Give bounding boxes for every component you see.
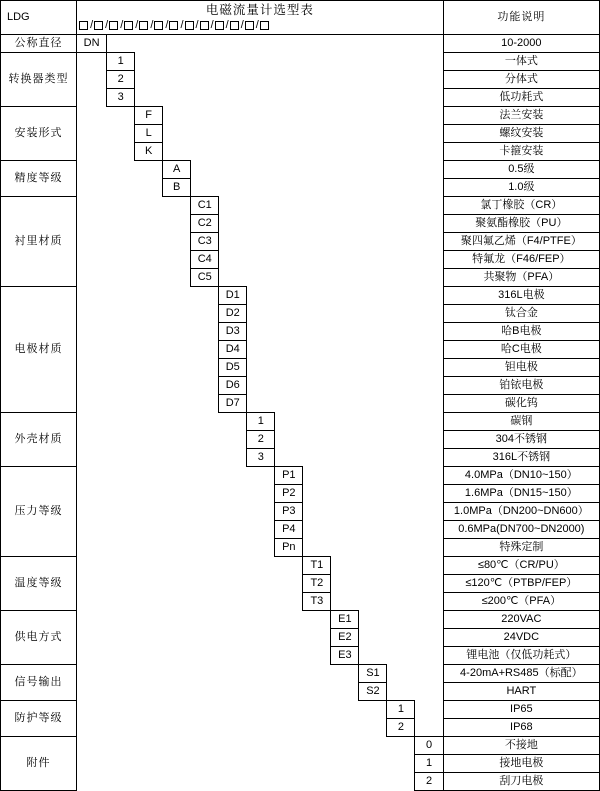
spacer-right: [247, 305, 443, 323]
code-cell: DN: [77, 35, 107, 53]
table-row: [1, 251, 600, 269]
desc-cell: 一体式: [443, 53, 599, 71]
spacer-left: [77, 557, 303, 575]
table-row: [1, 467, 600, 485]
spacer-right: [303, 485, 443, 503]
code-cell: C2: [191, 215, 219, 233]
code-cell: 2: [247, 431, 275, 449]
code-cell: 3: [247, 449, 275, 467]
spacer-left: [77, 341, 219, 359]
row-label-10: 信号输出: [1, 665, 77, 701]
code-slot[interactable]: /: [255, 19, 269, 32]
spacer-left: [77, 251, 191, 269]
table-row: [1, 269, 600, 287]
spacer-left: [77, 539, 275, 557]
spacer-left: [77, 269, 191, 287]
row-label-2: 安装形式: [1, 107, 77, 161]
desc-cell: 低功耗式: [443, 89, 599, 107]
code-slot[interactable]: /: [134, 19, 148, 32]
spacer-right: [303, 467, 443, 485]
spacer-left: [77, 197, 191, 215]
spacer-left: [77, 89, 107, 107]
spacer-left: [77, 737, 415, 755]
desc-cell: 特殊定制: [443, 539, 599, 557]
code-cell: 3: [107, 89, 135, 107]
code-cell: 2: [387, 719, 415, 737]
code-cell: 1: [247, 413, 275, 431]
desc-cell: ≤120℃（PTBP/FEP）: [443, 575, 599, 593]
code-cell: C1: [191, 197, 219, 215]
desc-cell: 共聚物（PFA）: [443, 269, 599, 287]
spacer-left: [77, 665, 359, 683]
table-row: [1, 575, 600, 593]
code-cell: Pn: [275, 539, 303, 557]
model-code-boxes: [77, 1, 444, 35]
desc-cell: 1.6MPa（DN15~150）: [443, 485, 599, 503]
desc-cell: 1.0级: [443, 179, 599, 197]
code-cell: D5: [219, 359, 247, 377]
row-label-4: 衬里材质: [1, 197, 77, 287]
table-row: [1, 107, 600, 125]
spacer-right: [247, 341, 443, 359]
code-cell: K: [135, 143, 163, 161]
code-cell: 2: [107, 71, 135, 89]
spacer-right: [303, 503, 443, 521]
code-cell: C3: [191, 233, 219, 251]
spacer-left: [77, 395, 219, 413]
spacer-right: [163, 143, 443, 161]
spacer-right: [303, 521, 443, 539]
desc-cell: 1.0MPa（DN200~DN600）: [443, 503, 599, 521]
table-row: [1, 521, 600, 539]
code-cell: D3: [219, 323, 247, 341]
code-cell: P4: [275, 521, 303, 539]
table-row: [1, 377, 600, 395]
desc-cell: 刮刀电极: [443, 773, 599, 791]
desc-cell: IP68: [443, 719, 599, 737]
desc-cell: 锂电池（仅低功耗式）: [443, 647, 599, 665]
table-row: [1, 413, 600, 431]
spacer-right: [163, 107, 443, 125]
spacer-left: [77, 485, 275, 503]
table-row: [1, 539, 600, 557]
spacer-right: [219, 215, 443, 233]
spacer-left: [77, 755, 415, 773]
table-row: [1, 629, 600, 647]
spacer-left: [77, 773, 415, 791]
code-cell: S2: [359, 683, 387, 701]
spacer-right: [219, 269, 443, 287]
spacer-right: [359, 629, 443, 647]
spacer-left: [77, 431, 247, 449]
table-row: [1, 341, 600, 359]
table-row: [1, 233, 600, 251]
spacer-right: [359, 647, 443, 665]
desc-cell: 聚氨酯橡胶（PU）: [443, 215, 599, 233]
table-row: [1, 647, 600, 665]
spacer-right: [135, 89, 444, 107]
table-row: [1, 179, 600, 197]
code-cell: D2: [219, 305, 247, 323]
table-row: [1, 143, 600, 161]
table-row: [1, 323, 600, 341]
spacer-right: [135, 71, 444, 89]
spacer-left: [77, 53, 107, 71]
spacer-left: [77, 377, 219, 395]
spacer-left: [77, 647, 331, 665]
code-slot[interactable]: /: [195, 19, 209, 32]
spacer-right: [275, 413, 443, 431]
code-cell: E2: [331, 629, 359, 647]
spacer-left: [77, 503, 275, 521]
desc-cell: 10-2000: [443, 35, 599, 53]
spacer-right: [415, 719, 443, 737]
table-row: [1, 395, 600, 413]
desc-cell: HART: [443, 683, 599, 701]
code-slot[interactable]: /: [119, 19, 133, 32]
spacer-right: [219, 197, 443, 215]
table-title: 电磁流量计选型表: [205, 3, 314, 17]
desc-cell: 钛合金: [443, 305, 599, 323]
desc-cell: 氯丁橡胶（CR）: [443, 197, 599, 215]
table-row: [1, 215, 600, 233]
table-row: [1, 359, 600, 377]
table-row: [1, 737, 600, 755]
code-slot[interactable]: /: [89, 19, 103, 32]
spacer-left: [77, 125, 135, 143]
spacer-left: [77, 179, 163, 197]
code-cell: D7: [219, 395, 247, 413]
spacer-left: [77, 323, 219, 341]
code-cell: B: [163, 179, 191, 197]
spacer-right: [247, 323, 443, 341]
code-cell: C5: [191, 269, 219, 287]
desc-cell: ≤80℃（CR/PU）: [443, 557, 599, 575]
code-cell: L: [135, 125, 163, 143]
spacer-left: [77, 71, 107, 89]
spacer-left: [77, 521, 275, 539]
spacer-right: [191, 161, 443, 179]
code-cell: D4: [219, 341, 247, 359]
table-row: [1, 773, 600, 791]
code-cell: T2: [303, 575, 331, 593]
spacer-right: [331, 557, 443, 575]
table-row: [1, 305, 600, 323]
spacer-left: [77, 575, 303, 593]
code-cell: F: [135, 107, 163, 125]
row-label-5: 电极材质: [1, 287, 77, 413]
desc-cell: 316L电极: [443, 287, 599, 305]
code-cell: D6: [219, 377, 247, 395]
spacer-right: [135, 53, 444, 71]
spacer-right: [387, 683, 443, 701]
desc-cell: 分体式: [443, 71, 599, 89]
row-label-1: 转换器类型: [1, 53, 77, 107]
table-row: [1, 89, 600, 107]
model-prefix: LDG: [1, 1, 77, 35]
code-slot[interactable]: /: [240, 19, 254, 32]
spacer-right: [107, 35, 444, 53]
table-row: [1, 719, 600, 737]
table-row: [1, 287, 600, 305]
desc-cell: 0.5级: [443, 161, 599, 179]
spacer-right: [359, 611, 443, 629]
code-cell: P1: [275, 467, 303, 485]
desc-cell: 碳化钨: [443, 395, 599, 413]
spacer-left: [77, 161, 163, 179]
desc-cell: 聚四氟乙烯（F4/PTFE）: [443, 233, 599, 251]
table-row: [1, 593, 600, 611]
desc-cell: 螺纹安装: [443, 125, 599, 143]
table-row: [1, 485, 600, 503]
table-row: [1, 71, 600, 89]
row-label-0: 公称直径: [1, 35, 77, 53]
code-cell: P2: [275, 485, 303, 503]
code-slot[interactable]: /: [164, 19, 178, 32]
spacer-left: [77, 287, 219, 305]
table-row: [1, 125, 600, 143]
row-label-12: 附件: [1, 737, 77, 791]
code-cell: 1: [107, 53, 135, 71]
code-slot[interactable]: /: [104, 19, 118, 32]
spacer-right: [247, 395, 443, 413]
spacer-left: [77, 593, 303, 611]
code-cell: T1: [303, 557, 331, 575]
table-row: [1, 755, 600, 773]
spacer-right: [247, 377, 443, 395]
table-row: [1, 683, 600, 701]
desc-cell: 4.0MPa（DN10~150）: [443, 467, 599, 485]
spacer-right: [247, 359, 443, 377]
code-slot[interactable]: /: [210, 19, 224, 32]
code-slot[interactable]: /: [149, 19, 163, 32]
desc-cell: 铂铱电极: [443, 377, 599, 395]
spacer-right: [219, 251, 443, 269]
spacer-left: [77, 629, 331, 647]
spacer-left: [77, 611, 331, 629]
code-slot[interactable]: /: [225, 19, 239, 32]
row-label-3: 精度等级: [1, 161, 77, 197]
desc-cell: 220VAC: [443, 611, 599, 629]
code-cell: P3: [275, 503, 303, 521]
row-label-8: 温度等级: [1, 557, 77, 611]
spacer-left: [77, 215, 191, 233]
code-cell: 2: [415, 773, 443, 791]
code-cell: C4: [191, 251, 219, 269]
code-cell: 1: [415, 755, 443, 773]
desc-cell: 钽电极: [443, 359, 599, 377]
code-cell: D1: [219, 287, 247, 305]
code-slot[interactable]: /: [179, 19, 193, 32]
desc-cell: 碳钢: [443, 413, 599, 431]
spacer-left: [77, 305, 219, 323]
table-row: [1, 197, 600, 215]
code-box[interactable]: [79, 21, 88, 30]
spacer-left: [77, 683, 359, 701]
code-cell: T3: [303, 593, 331, 611]
code-cell: S1: [359, 665, 387, 683]
header-row: [1, 1, 600, 35]
desc-cell: 哈B电极: [443, 323, 599, 341]
table-row: [1, 431, 600, 449]
table-row: [1, 35, 600, 53]
function-desc-header: 功能说明: [443, 1, 599, 35]
spacer-right: [387, 665, 443, 683]
desc-cell: 法兰安装: [443, 107, 599, 125]
desc-cell: 304不锈钢: [443, 431, 599, 449]
table-row: [1, 665, 600, 683]
spacer-right: [331, 575, 443, 593]
desc-cell: IP65: [443, 701, 599, 719]
row-label-6: 外壳材质: [1, 413, 77, 467]
desc-cell: 316L不锈钢: [443, 449, 599, 467]
table-row: [1, 449, 600, 467]
code-cell: E1: [331, 611, 359, 629]
table-row: [1, 503, 600, 521]
spacer-left: [77, 143, 135, 161]
table-row: [1, 161, 600, 179]
spacer-right: [219, 233, 443, 251]
code-cell: E3: [331, 647, 359, 665]
table-row: [1, 611, 600, 629]
desc-cell: 24VDC: [443, 629, 599, 647]
table-row: [1, 53, 600, 71]
spacer-right: [331, 593, 443, 611]
spacer-right: [191, 179, 443, 197]
table-row: [1, 557, 600, 575]
spacer-right: [275, 431, 443, 449]
spacer-left: [77, 233, 191, 251]
row-label-7: 压力等级: [1, 467, 77, 557]
code-cell: 1: [387, 701, 415, 719]
spacer-left: [77, 449, 247, 467]
desc-cell: 不接地: [443, 737, 599, 755]
spacer-right: [247, 287, 443, 305]
spacer-left: [77, 413, 247, 431]
row-label-9: 供电方式: [1, 611, 77, 665]
spacer-left: [77, 359, 219, 377]
desc-cell: 特氟龙（F46/FEP）: [443, 251, 599, 269]
spacer-right: [275, 449, 443, 467]
spacer-left: [77, 719, 387, 737]
spacer-right: [163, 125, 443, 143]
desc-cell: ≤200℃（PFA）: [443, 593, 599, 611]
desc-cell: 哈C电极: [443, 341, 599, 359]
row-label-11: 防护等级: [1, 701, 77, 737]
spacer-left: [77, 467, 275, 485]
spec-table-body: [1, 1, 600, 791]
desc-cell: 接地电极: [443, 755, 599, 773]
desc-cell: 0.6MPa(DN700~DN2000): [443, 521, 599, 539]
desc-cell: 4-20mA+RS485（标配）: [443, 665, 599, 683]
spacer-left: [77, 107, 135, 125]
spacer-right: [303, 539, 443, 557]
code-cell: A: [163, 161, 191, 179]
desc-cell: 卡箍安装: [443, 143, 599, 161]
code-cell: 0: [415, 737, 443, 755]
